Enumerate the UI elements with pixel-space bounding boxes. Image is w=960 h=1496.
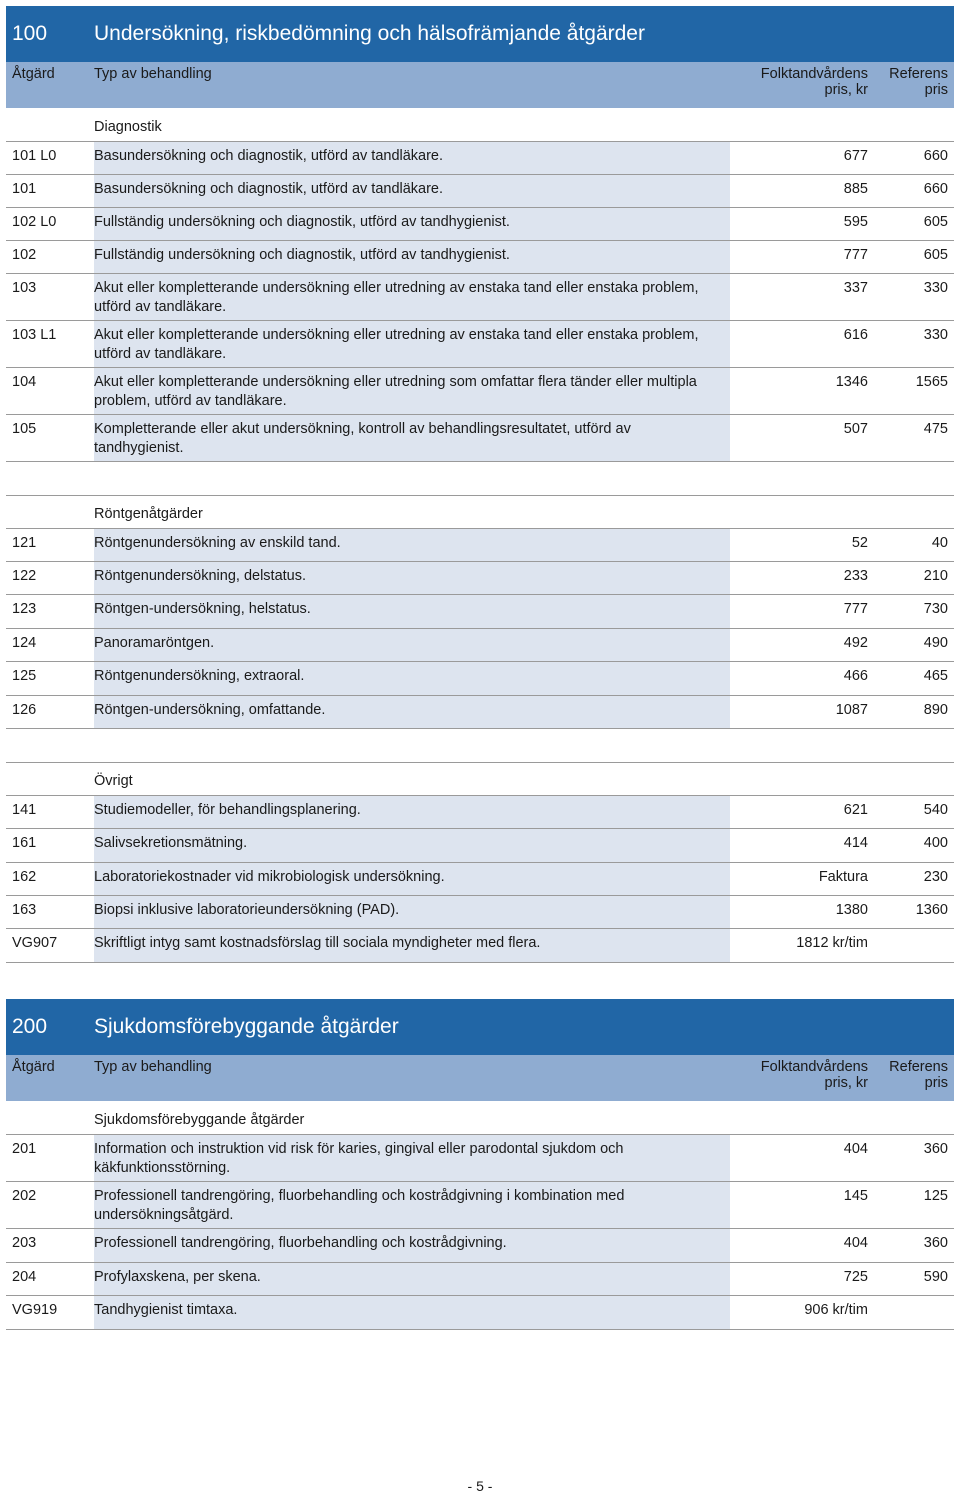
table-row <box>6 562 954 595</box>
section-number: 200 <box>12 1015 48 1038</box>
row-price-folktandvarden: 337 <box>730 274 874 320</box>
table-row <box>6 595 954 629</box>
row-price-folktandvarden: 1087 <box>730 696 874 728</box>
row-description: Röntgen-undersökning, helstatus. <box>94 595 730 628</box>
row-price-reference: 40 <box>874 529 954 561</box>
row-price-folktandvarden: 885 <box>730 175 874 207</box>
row-price-reference: 540 <box>874 796 954 828</box>
row-code: 103 L1 <box>6 321 94 367</box>
row-code: 161 <box>6 829 94 862</box>
table-row <box>6 629 954 662</box>
row-price-reference: 490 <box>874 629 954 661</box>
row-description: Laboratoriekostnader vid mikrobiologisk undersökning. <box>94 863 730 895</box>
row-price-reference: 660 <box>874 142 954 174</box>
row-description: Salivsekretionsmätning. <box>94 829 730 862</box>
row-price-reference: 730 <box>874 595 954 628</box>
row-code: 101 <box>6 175 94 207</box>
table-row <box>6 863 954 896</box>
group-heading <box>6 108 954 142</box>
table-row <box>6 662 954 696</box>
row-price-reference: 605 <box>874 241 954 273</box>
row-description: Basundersökning och diagnostik, utförd av tandläkare. <box>94 175 730 207</box>
row-price-folktandvarden: 595 <box>730 208 874 240</box>
header-price1-line2: pris, kr <box>824 82 868 98</box>
row-description: Studiemodeller, för behandlingsplanering. <box>94 796 730 828</box>
section-title-bar <box>6 999 954 1055</box>
row-price-reference: 360 <box>874 1229 954 1262</box>
row-price-folktandvarden: 145 <box>730 1182 874 1228</box>
row-code: 104 <box>6 368 94 414</box>
row-description: Akut eller kompletterande undersökning eller utredning av enstaka tand eller enstaka problem, utförd av tandläkare. <box>94 321 730 367</box>
row-description: Akut eller kompletterande undersökning eller utredning av enstaka tand eller enstaka problem, utförd av tandläkare. <box>94 274 730 320</box>
header-price2 <box>874 1059 954 1101</box>
row-price-folktandvarden: 725 <box>730 1263 874 1295</box>
row-price-folktandvarden: 404 <box>730 1135 874 1181</box>
header-price2-line2: pris <box>924 1075 948 1091</box>
row-price-reference: 230 <box>874 863 954 895</box>
section-title: Sjukdomsförebyggande åtgärder <box>94 1015 399 1038</box>
table-row <box>6 1296 954 1330</box>
table-row <box>6 1182 954 1229</box>
row-code: 122 <box>6 562 94 594</box>
table-row <box>6 1263 954 1296</box>
header-desc: Typ av behandling <box>94 1059 212 1075</box>
header-price1-line2: pris, kr <box>824 1075 868 1091</box>
table-row <box>6 529 954 562</box>
row-price-reference <box>874 929 954 962</box>
table-row <box>6 1135 954 1182</box>
row-description: Basundersökning och diagnostik, utförd av tandläkare. <box>94 142 730 174</box>
header-price2 <box>874 66 954 108</box>
row-price-reference: 125 <box>874 1182 954 1228</box>
row-price-reference: 210 <box>874 562 954 594</box>
row-description: Röntgenundersökning, extraoral. <box>94 662 730 695</box>
row-code: 121 <box>6 529 94 561</box>
row-description: Tandhygienist timtaxa. <box>94 1296 730 1329</box>
row-price-reference: 360 <box>874 1135 954 1181</box>
row-code: 102 L0 <box>6 208 94 240</box>
header-price2-line1: Referens <box>889 66 948 82</box>
table-row <box>6 321 954 368</box>
table-header <box>6 1055 954 1101</box>
row-price-folktandvarden: 677 <box>730 142 874 174</box>
section-body <box>6 1101 954 1330</box>
row-price-reference: 660 <box>874 175 954 207</box>
row-code: 162 <box>6 863 94 895</box>
table-row <box>6 175 954 208</box>
group-heading-label: Sjukdomsförebyggande åtgärder <box>94 1112 305 1128</box>
table-row <box>6 696 954 729</box>
row-price-folktandvarden: 404 <box>730 1229 874 1262</box>
row-price-folktandvarden: 906 kr/tim <box>730 1296 874 1329</box>
table-row <box>6 274 954 321</box>
row-price-reference <box>874 1296 954 1329</box>
group-heading <box>6 762 954 796</box>
row-price-reference: 890 <box>874 696 954 728</box>
page-number: - 5 - <box>467 1478 493 1494</box>
row-description: Röntgenundersökning, delstatus. <box>94 562 730 594</box>
table-row <box>6 929 954 963</box>
row-description: Professionell tandrengöring, fluorbehandling och kostrådgivning i kombination med undersökningsåtgärd. <box>94 1182 730 1228</box>
header-price1 <box>730 66 874 108</box>
header-price1 <box>730 1059 874 1101</box>
row-price-reference: 590 <box>874 1263 954 1295</box>
row-code: 126 <box>6 696 94 728</box>
group-heading-label: Röntgenåtgärder <box>94 506 203 522</box>
row-description: Biopsi inklusive laboratorieundersökning (PAD). <box>94 896 730 928</box>
row-code: 163 <box>6 896 94 928</box>
table-row <box>6 368 954 415</box>
section-title-bar <box>6 6 954 62</box>
row-description: Professionell tandrengöring, fluorbehandling och kostrådgivning. <box>94 1229 730 1262</box>
row-description: Information och instruktion vid risk för karies, gingival eller parodontal sjukdom och käkfunktionsstörning. <box>94 1135 730 1181</box>
row-price-folktandvarden: 233 <box>730 562 874 594</box>
row-price-folktandvarden: 1380 <box>730 896 874 928</box>
section-title: Undersökning, riskbedömning och hälsofrämjande åtgärder <box>94 22 645 45</box>
row-price-reference: 330 <box>874 321 954 367</box>
row-price-folktandvarden: 507 <box>730 415 874 461</box>
row-code: 203 <box>6 1229 94 1262</box>
row-code: 123 <box>6 595 94 628</box>
table-row <box>6 208 954 241</box>
row-price-folktandvarden: 777 <box>730 241 874 273</box>
table-row <box>6 829 954 863</box>
row-code: 102 <box>6 241 94 273</box>
group-heading <box>6 495 954 529</box>
row-price-folktandvarden: 466 <box>730 662 874 695</box>
table-row <box>6 241 954 274</box>
row-code: 141 <box>6 796 94 828</box>
header-code: Åtgärd <box>12 66 55 82</box>
group-spacer <box>6 462 954 495</box>
row-code: 202 <box>6 1182 94 1228</box>
row-price-reference: 465 <box>874 662 954 695</box>
section-number: 100 <box>12 22 48 45</box>
row-code: 204 <box>6 1263 94 1295</box>
table-row <box>6 415 954 462</box>
row-price-folktandvarden: 777 <box>730 595 874 628</box>
header-price1-line1: Folktandvårdens <box>760 66 868 82</box>
table-row <box>6 796 954 829</box>
row-code: VG907 <box>6 929 94 962</box>
row-price-reference: 400 <box>874 829 954 862</box>
row-code: 101 L0 <box>6 142 94 174</box>
row-code: VG919 <box>6 1296 94 1329</box>
row-code: 125 <box>6 662 94 695</box>
section-body <box>6 108 954 963</box>
row-code: 103 <box>6 274 94 320</box>
row-description: Kompletterande eller akut undersökning, kontroll av behandlingsresultatet, utförd av tandhygienist. <box>94 415 730 461</box>
header-code: Åtgärd <box>12 1059 55 1075</box>
row-description: Röntgen-undersökning, omfattande. <box>94 696 730 728</box>
row-description: Fullständig undersökning och diagnostik, utförd av tandhygienist. <box>94 241 730 273</box>
row-price-folktandvarden: 492 <box>730 629 874 661</box>
row-price-reference: 605 <box>874 208 954 240</box>
row-description: Profylaxskena, per skena. <box>94 1263 730 1295</box>
group-heading <box>6 1101 954 1135</box>
group-heading-label: Diagnostik <box>94 119 162 135</box>
row-price-folktandvarden: 1346 <box>730 368 874 414</box>
row-price-folktandvarden: 414 <box>730 829 874 862</box>
table-row <box>6 896 954 929</box>
row-description: Röntgenundersökning av enskild tand. <box>94 529 730 561</box>
row-price-reference: 330 <box>874 274 954 320</box>
group-heading-label: Övrigt <box>94 773 133 789</box>
row-price-folktandvarden: 616 <box>730 321 874 367</box>
row-price-reference: 475 <box>874 415 954 461</box>
row-price-reference: 1360 <box>874 896 954 928</box>
row-price-folktandvarden: 1812 kr/tim <box>730 929 874 962</box>
row-code: 201 <box>6 1135 94 1181</box>
table-row <box>6 1229 954 1263</box>
header-price2-line1: Referens <box>889 1059 948 1075</box>
table-row <box>6 142 954 175</box>
header-desc: Typ av behandling <box>94 66 212 82</box>
row-description: Fullständig undersökning och diagnostik, utförd av tandhygienist. <box>94 208 730 240</box>
group-spacer <box>6 729 954 762</box>
row-description: Akut eller kompletterande undersökning eller utredning som omfattar flera tänder eller multipla problem, utförd av tandläkare. <box>94 368 730 414</box>
section-200 <box>6 999 954 1330</box>
row-price-folktandvarden: 52 <box>730 529 874 561</box>
row-price-folktandvarden: 621 <box>730 796 874 828</box>
row-code: 105 <box>6 415 94 461</box>
row-description: Panoramaröntgen. <box>94 629 730 661</box>
header-price2-line2: pris <box>924 82 948 98</box>
row-description: Skriftligt intyg samt kostnadsförslag till sociala myndigheter med flera. <box>94 929 730 962</box>
row-code: 124 <box>6 629 94 661</box>
section-100 <box>6 6 954 963</box>
table-header <box>6 62 954 108</box>
header-price1-line1: Folktandvårdens <box>760 1059 868 1075</box>
row-price-folktandvarden: Faktura <box>730 863 874 895</box>
row-price-reference: 1565 <box>874 368 954 414</box>
